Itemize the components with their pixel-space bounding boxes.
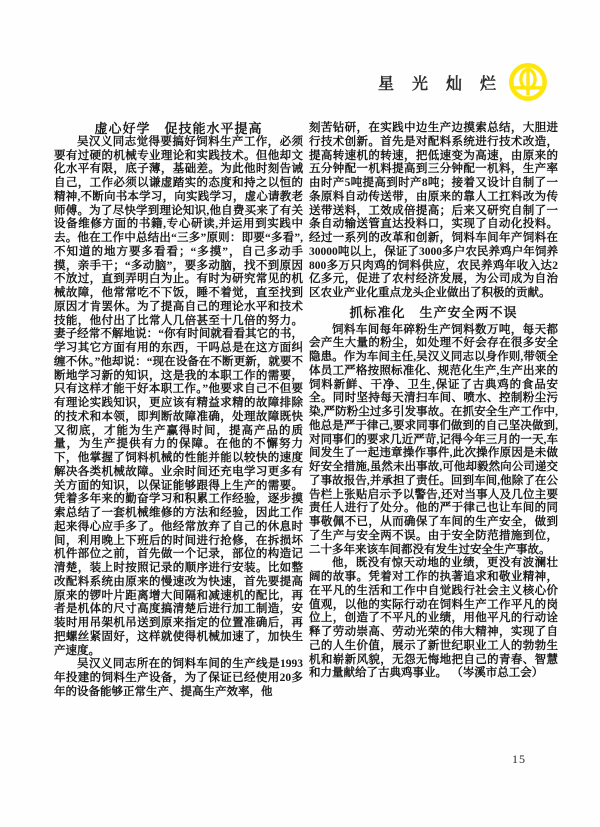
section1-paragraph-2-continuation: 刻苦钻研，在实践中边生产边摸索总结，大胆进行技术创新。首先是对配料系统进行技术改造，提高转速机的转速，把低速变为高速，由原来的五分钟配一机料提高到三分钟配一机料，生产率由时产5吨提高到时产8吨；接着又设计自制了一条原料自动传送带，由原来的靠人工扛料改为传送带送料，工效成倍提高；后来又研究自制了一条自动输送管直达投料口，实现了自动化投料。经过一系列的改革和创新，饲料车间年产饲料在30000吨以上，保证了3000多户农民养鸡户年饲养800多万只肉鸡的饲料供应，农民养鸡年收入达2亿多元，促进了农村经济发展，为公司成为自治区农业产业化重点龙头企业做出了积极的贡献。 xyxy=(309,122,558,299)
section2-paragraph-2 xyxy=(309,557,558,681)
trade-union-emblem-icon xyxy=(508,62,548,102)
section2-paragraph-2-text: 他，既没有惊天动地的业绩，更没有波澜壮阔的故事。凭着对工作的执著追求和敬业精神，在平凡的生活和工作中自觉践行社会主义核心价值观，以他的实际行动在饲料生产工作平凡的岗位上，创造了不平凡的业绩，用他平凡的行动诠释了劳动崇高、劳动光荣的伟大精神，实现了自己的人生价值，展示了新世纪职业工人的勃勃生机和崭新风貌，无怨无悔地把自己的青春、智慧和力量献给了古典鸡事业。 xyxy=(309,557,558,680)
section2-paragraph-1: 饲料车间每年碎粉生产饲料数万吨，每天都会产生大量的粉尘，如处理不好会存在很多安全隐患。作为车间主任,吴汉义同志以身作则,带领全体员工严格按照标准化、规范化生产,生产出来的饲料新鲜、干净、卫生,保证了古典鸡的食品安全。同时坚持每天清扫车间、喷水、控制粉尘污染,严防粉尘过多引发事故。在抓安全生产工作中,他总是严于律己,要求同事们做到的自己坚决做到,对同事们的要求几近严苛,记得今年三月的一天,车间发生了一起违章操作事件,此次操作原因是未做好安全措施,虽然未出事故,可他却毅然向公司递交了事故报告,并承担了责任。回到车间,他除了在公告栏上张贴启示予以警告,还对当事人及几位主要责任人进行了处分。他的严于律己也让车间的同事敬佩不已，从而确保了车间的生产安全，做到了生产与安全两不误。由于安全防范措施到位，二十多年来该车间都没有发生过安全生产事故。 xyxy=(309,323,558,556)
page-header xyxy=(0,62,548,102)
article-attribution: （岑溪市总工会） xyxy=(457,667,544,680)
section1-paragraph-1: 吴汉义同志觉得要搞好饲料生产工作，必须要有过硬的机械专业理论和实践技术。但他却文化水平有限，底子薄，基础差。为此他时刻告诫自己，工作必须以谦虚踏实的态度和持之以恒的精神,不断向书本学习，向实践学习，虚心请教老师傅。为了尽快学到理论知识,他自费买来了有关设备维修方面的书籍,专心研读,并运用到实践中去。他在工作中总结出“三多”原则：即要“多看”,不知道的地方要多看看；“多摸”，自己多动手摸，亲手干；“多动脑”，要多动脑，找不到原因不放过，直到弄明白为止。有时为研究常见的机械故障，他常常吃不下饭，睡不着觉，直至找到原因才肯罢休。为了提高自己的理论水平和技术技能，他付出了比常人几倍甚至十几倍的努力。妻子经常不解地说：“你有时间就看看其它的书，学习其它方面有用的东西，干吗总是在这方面纠缠不休。”他却说：“现在设备在不断更新，就要不断地学习新的知识，这是我的本职工作的需要，只有这样才能干好本职工作。”他要求自己不但要有理论实践知识，更应该有精益求精的故障排除的技术和本领，即判断故障准确，处理故障既快又彻底，才能为生产赢得时间，提高产品的质量，为生产提供有力的保障。在他的不懈努力下，他掌握了饲料机械的性能并能以较快的速度解决各类机械故障。业余时间还充电学习更多有关方面的知识，以保证能够跟得上生产的需要。凭着多年来的勤奋学习和积累工作经验，逐步摸索总结了一套机械维修的方法和经验，因此工作起来得心应手多了。他经常放弃了自己的休息时间，利用晚上下班后的时间进行抢修，在拆损坏机件部位之前，首先做一个记录，部位的构造记清楚，装上时按照记录的顺序进行安装。比如整改配料系统由原来的慢速改为快速，首先要提高原来的锣叶片距离增大间隔和减速机的配比，再者是机体的尺寸高度搞清楚后进行加工制造，安装时用吊架机吊送到原来指定的位置准确后，再把螺丝紧固好，这样就使得机械加速了，加快生产速度。 xyxy=(54,135,303,657)
article-column-left xyxy=(54,122,303,700)
article-column-right xyxy=(309,122,558,681)
magazine-title: 星 光 灿 烂 xyxy=(377,75,503,93)
page-number: 15 xyxy=(512,752,526,766)
section2-heading: 抓标准化 生产安全两不误 xyxy=(349,304,518,320)
section1-paragraph-2: 吴汉义同志所在的饲料车间的生产线是1993年投建的饲料生产设备，为了保证已经使用20多年的设备能够正常生产、提高生产效率，他 xyxy=(54,658,303,698)
section1-heading: 虚心好学 促技能水平提高 xyxy=(94,121,263,136)
